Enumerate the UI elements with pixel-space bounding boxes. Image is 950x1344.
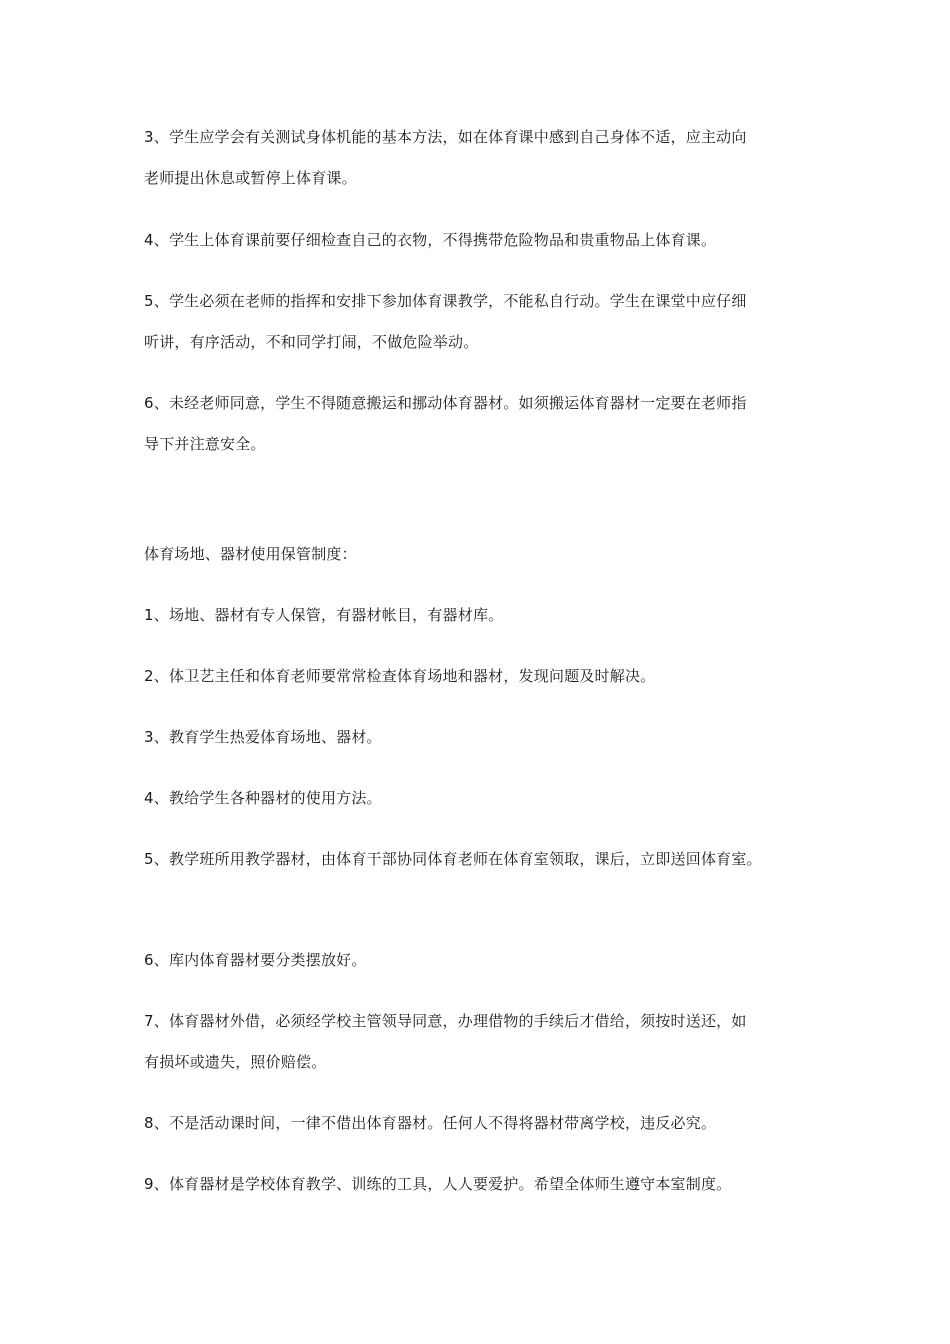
equipment-rule-9: 9、体育器材是学校体育教学、训练的工具，人人要爱护。希望全体师生遵守本室制度。 (144, 1175, 732, 1193)
rule-6-line-1: 6、未经老师同意，学生不得随意搬运和挪动体育器材。如须搬运体育器材一定要在老师指 (144, 394, 747, 412)
rule-3-line-2: 老师提出休息或暂停上体育课。 (144, 169, 357, 187)
equipment-rule-7-line-1: 7、体育器材外借，必须经学校主管领导同意，办理借物的手续后才借给，须按时送还，如 (144, 1012, 747, 1030)
equipment-rule-6: 6、库内体育器材要分类摆放好。 (144, 951, 367, 969)
equipment-rule-3: 3、教育学生热爱体育场地、器材。 (144, 728, 382, 746)
equipment-rule-5: 5、教学班所用教学器材，由体育干部协同体育老师在体育室领取，课后，立即送回体育室。 (144, 850, 762, 868)
equipment-rule-7-line-2: 有损坏或遗失，照价赔偿。 (144, 1053, 327, 1071)
rule-5-line-2: 听讲，有序活动，不和同学打闹，不做危险举动。 (144, 333, 479, 351)
equipment-rule-1: 1、场地、器材有专人保管，有器材帐目，有器材库。 (144, 606, 504, 624)
rule-3-line-1: 3、学生应学会有关测试身体机能的基本方法，如在体育课中感到自己身体不适，应主动向 (144, 128, 747, 146)
equipment-rule-4: 4、教给学生各种器材的使用方法。 (144, 789, 382, 807)
equipment-rule-2: 2、体卫艺主任和体育老师要常常检查体育场地和器材，发现问题及时解决。 (144, 667, 656, 685)
section-heading: 体育场地、器材使用保管制度： (144, 545, 357, 563)
rule-4-line-1: 4、学生上体育课前要仔细检查自己的衣物，不得携带危险物品和贵重物品上体育课。 (144, 231, 717, 249)
equipment-rule-8: 8、不是活动课时间，一律不借出体育器材。任何人不得将器材带离学校，违反必究。 (144, 1114, 717, 1132)
rule-6-line-2: 导下并注意安全。 (144, 435, 266, 453)
rule-5-line-1: 5、学生必须在老师的指挥和安排下参加体育课教学，不能私自行动。学生在课堂中应仔细 (144, 292, 747, 310)
